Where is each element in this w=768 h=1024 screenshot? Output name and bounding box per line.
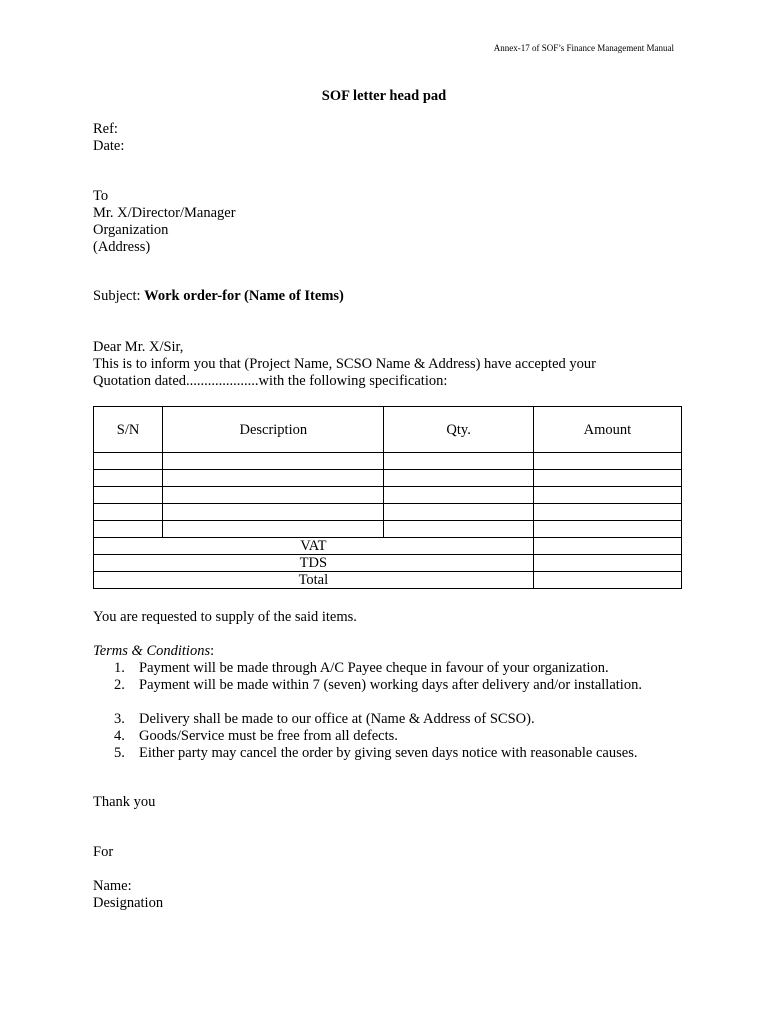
list-item — [114, 745, 659, 762]
table-row — [94, 453, 682, 470]
vat-row — [94, 538, 682, 555]
list-item — [114, 711, 659, 728]
reference-block — [93, 121, 124, 155]
ref-label: Ref: — [93, 121, 118, 137]
term-text: Payment will be made through A/C Payee cheque in favour of your organization. — [139, 660, 609, 676]
table-row — [94, 521, 682, 538]
subject-text: Work order-for (Name of Items) — [144, 288, 344, 304]
vat-label: VAT — [94, 538, 534, 555]
table-cell — [163, 470, 384, 487]
recipient-address: (Address) — [93, 239, 151, 255]
table-cell — [163, 504, 384, 521]
table-cell — [533, 521, 681, 538]
table-cell — [384, 470, 533, 487]
recipient-block — [93, 188, 236, 256]
table-cell — [163, 453, 384, 470]
table-row — [94, 470, 682, 487]
term-text: Payment will be made within 7 (seven) working days after delivery and/or installation. — [139, 677, 642, 693]
table-header-row — [94, 407, 682, 453]
tds-amount — [533, 555, 681, 572]
table-row — [94, 487, 682, 504]
salutation: Dear Mr. X/Sir, — [93, 339, 184, 355]
table-cell — [94, 504, 163, 521]
terms-colon: : — [210, 643, 215, 659]
term-number: 2. — [114, 677, 125, 693]
term-number: 1. — [114, 660, 125, 676]
table-cell — [163, 521, 384, 538]
signature-block — [93, 844, 163, 912]
table-cell — [384, 453, 533, 470]
table-cell — [533, 487, 681, 504]
term-text: Goods/Service must be free from all defects. — [139, 728, 398, 744]
supply-request — [93, 609, 357, 626]
header-qty: Qty. — [384, 407, 533, 453]
body-line-1: This is to inform you that (Project Name, SCSO Name & Address) have accepted your — [93, 356, 596, 372]
list-item — [114, 728, 659, 745]
for-label: For — [93, 844, 114, 860]
request-text: You are requested to supply of the said items. — [93, 609, 357, 625]
table-cell — [94, 453, 163, 470]
table-cell — [533, 470, 681, 487]
table-cell — [533, 504, 681, 521]
terms-heading — [93, 643, 214, 660]
tds-label: TDS — [94, 555, 534, 572]
recipient-name: Mr. X/Director/Manager — [93, 205, 236, 221]
to-label: To — [93, 188, 109, 204]
header-description: Description — [163, 407, 384, 453]
term-text: Delivery shall be made to our office at (Name & Address of SCSO). — [139, 711, 535, 727]
term-number: 4. — [114, 728, 125, 744]
recipient-organization: Organization — [93, 222, 169, 238]
table-cell — [163, 487, 384, 504]
body-line-2: Quotation dated....................with the following specification: — [93, 373, 448, 389]
table-cell — [384, 521, 533, 538]
header-amount: Amount — [533, 407, 681, 453]
letterhead-title: SOF letter head pad — [321, 88, 447, 104]
list-item — [114, 660, 659, 677]
terms-list — [114, 660, 659, 762]
date-label: Date: — [93, 138, 125, 154]
total-row — [94, 572, 682, 589]
annex-reference: Annex-17 of SOF’s Finance Management Manual — [493, 43, 674, 53]
term-number: 5. — [114, 745, 125, 761]
table-cell — [94, 521, 163, 538]
name-label: Name: — [93, 878, 132, 894]
header-sn: S/N — [94, 407, 163, 453]
table-cell — [384, 487, 533, 504]
terms-title: Terms & Conditions — [93, 643, 211, 659]
table-cell — [384, 504, 533, 521]
total-amount — [533, 572, 681, 589]
letter-body — [93, 339, 596, 390]
table-cell — [533, 453, 681, 470]
designation-label: Designation — [93, 895, 164, 911]
term-text: Either party may cancel the order by giving seven days notice with reasonable causes. — [139, 745, 638, 761]
specification-table — [93, 406, 682, 589]
thank-you — [93, 794, 155, 811]
subject-label: Subject: — [93, 288, 145, 304]
table-cell — [94, 470, 163, 487]
table-row — [94, 504, 682, 521]
table-cell — [94, 487, 163, 504]
vat-amount — [533, 538, 681, 555]
tds-row — [94, 555, 682, 572]
subject-line — [93, 288, 344, 305]
thanks-text: Thank you — [93, 794, 156, 810]
spacer — [93, 861, 163, 878]
total-label: Total — [94, 572, 534, 589]
term-number: 3. — [114, 711, 125, 727]
list-item — [114, 677, 659, 711]
